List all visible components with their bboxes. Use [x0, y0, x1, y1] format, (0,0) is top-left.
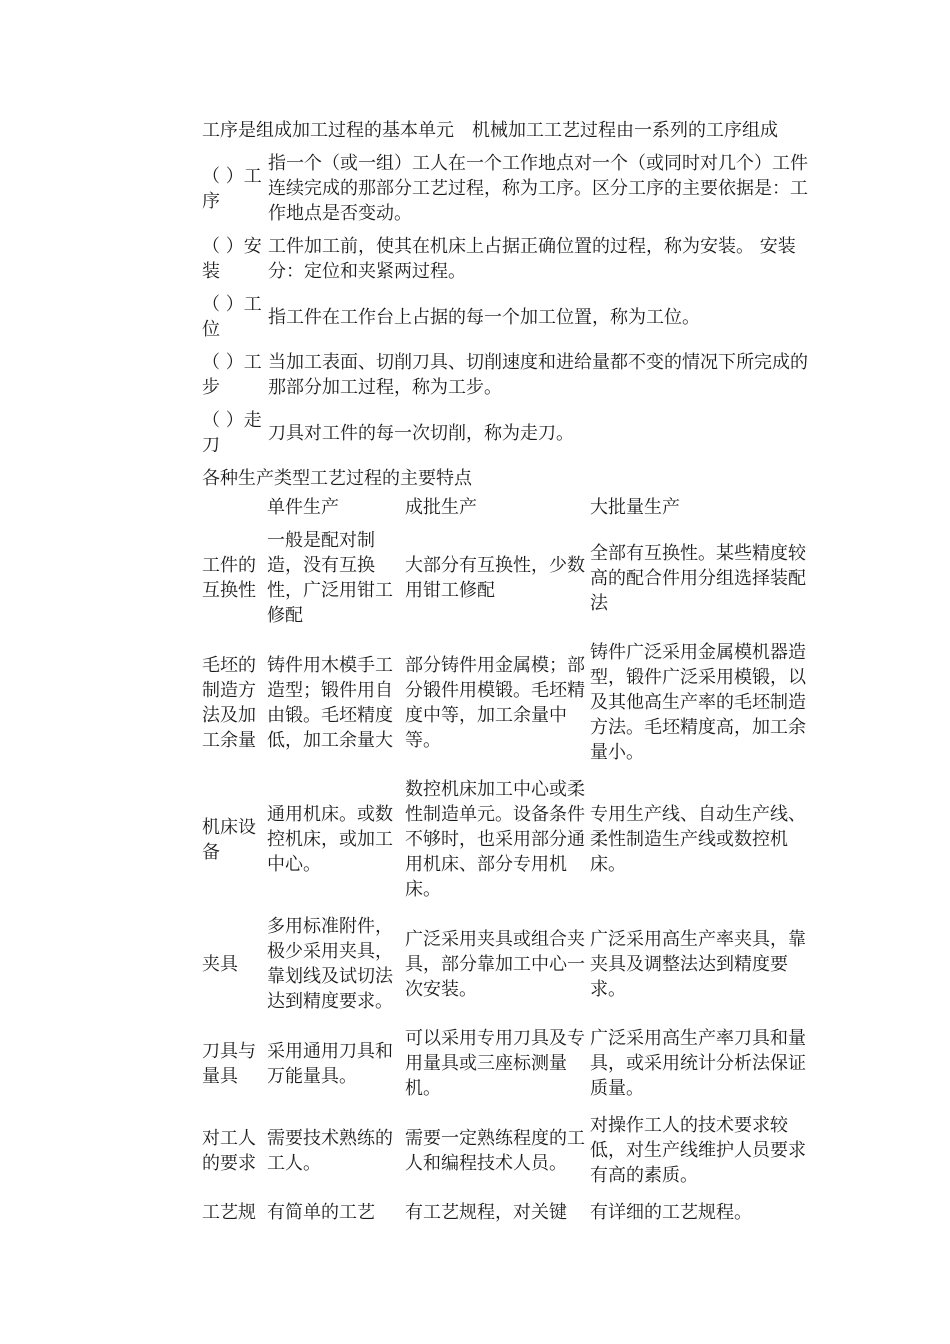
table-cell: 需要一定熟练程度的工人和编程技术人员。 [405, 1127, 585, 1174]
definition-text: 指工件在工作台上占据的每一个加工位置，称为工位。 [268, 306, 700, 328]
definition-term: （ ）安装 [202, 236, 262, 282]
table-cell: 需要技术熟练的工人。 [267, 1127, 393, 1174]
row-label-cell: 刀具与量具 [202, 1040, 256, 1087]
table-cell: 通用机床。或数控机床，或加工中心。 [267, 804, 393, 875]
table-cell: 大部分有互换性，少数用钳工修配 [405, 555, 585, 601]
table-cell: 可以采用专用刀具及专用量具或三座标测量机。 [405, 1028, 585, 1099]
document-page [202, 118, 812, 1225]
table-row [202, 914, 812, 1026]
section-title: 各种生产类型工艺过程的主要特点 [202, 468, 472, 489]
table-cell: 一般是配对制造，没有互换性，广泛用钳工修配 [267, 530, 393, 626]
table-cell: 全部有互换性。某些精度较高的配合件用分组选择装配法 [590, 542, 806, 614]
table-cell: 有简单的工艺 [267, 1202, 375, 1223]
intro-paragraph: 工序是组成加工过程的基本单元 机械加工工艺过程由一系列的工序组成 [202, 120, 778, 141]
table-row [202, 1113, 812, 1200]
table-row [202, 640, 812, 777]
definition-item [202, 234, 812, 284]
table-cell: 数控机床加工中心或柔性制造单元。设备条件不够时，也采用部分通用机床、部分专用机床。 [405, 779, 585, 900]
table-cell: 多用标准附件，极少采用夹具，靠划线及试切法达到精度要求。 [267, 916, 393, 1012]
row-label-cell: 夹具 [202, 953, 238, 975]
table-row [202, 1200, 812, 1225]
table-cell: 有详细的工艺规程。 [590, 1202, 752, 1223]
table-cell: 铸件用木模手工造型；锻件用自由锻。毛坯精度低，加工余量大 [267, 654, 393, 751]
table-header-row [202, 495, 812, 528]
definition-text: 当加工表面、切削刀具、切削速度和进给量都不变的情况下所完成的那部分加工过程，称为工步。 [268, 352, 808, 398]
table-header-cell [202, 495, 267, 528]
table-cell: 有工艺规程，对关键 [405, 1202, 567, 1223]
definition-term: （ ）工步 [202, 352, 262, 398]
table-header-cell: 大批量生产 [590, 497, 680, 518]
table-row [202, 1026, 812, 1113]
definition-item [202, 151, 812, 226]
row-label-cell: 毛坯的制造方法及加工余量 [202, 654, 256, 751]
definition-term: （ ）工位 [202, 294, 262, 340]
table-cell: 铸件广泛采用金属模机器造型，锻件广泛采用模锻，以及其他高生产率的毛坯制造方法。毛坯精度高，加工余量小。 [590, 642, 806, 763]
definition-list [202, 151, 812, 458]
row-label-cell: 工艺规 [202, 1202, 256, 1223]
row-label-cell: 对工人的要求 [202, 1127, 256, 1174]
table-cell: 对操作工人的技术要求较低，对生产线维护人员要求有高的素质。 [590, 1115, 806, 1186]
table-header-cell: 单件生产 [267, 497, 339, 518]
table-cell: 部分铸件用金属模；部分锻件用模锻。毛坯精度中等，加工余量中等。 [405, 654, 585, 751]
table-cell: 广泛采用夹具或组合夹具，部分靠加工中心一次安装。 [405, 928, 585, 1000]
definition-item [202, 350, 812, 400]
table-cell: 广泛采用高生产率刀具和量具，或采用统计分析法保证质量。 [590, 1028, 806, 1099]
table-cell: 采用通用刀具和万能量具。 [267, 1040, 393, 1087]
table-cell: 广泛采用高生产率夹具，靠夹具及调整法达到精度要求。 [590, 928, 806, 1000]
production-type-table [202, 495, 812, 1225]
table-row [202, 777, 812, 914]
table-cell: 专用生产线、自动生产线、柔性制造生产线或数控机床。 [590, 804, 806, 875]
table-header-cell: 成批生产 [405, 497, 477, 518]
definition-item [202, 292, 812, 342]
row-label-cell: 机床设备 [202, 816, 256, 863]
table-row [202, 528, 812, 640]
definition-term: （ ）走刀 [202, 410, 262, 456]
definition-term: （ ）工序 [202, 165, 262, 212]
definition-text: 指一个（或一组）工人在一个工作地点对一个（或同时对几个）工件连续完成的那部分工艺过程，称为工序。区分工序的主要依据是：工作地点是否变动。 [268, 153, 808, 224]
row-label-cell: 工件的互换性 [202, 555, 256, 601]
definition-text: 工件加工前，使其在机床上占据正确位置的过程，称为安装。 安装分：定位和夹紧两过程。 [268, 236, 796, 282]
definition-text: 刀具对工件的每一次切削，称为走刀。 [268, 422, 574, 444]
definition-item [202, 408, 812, 458]
